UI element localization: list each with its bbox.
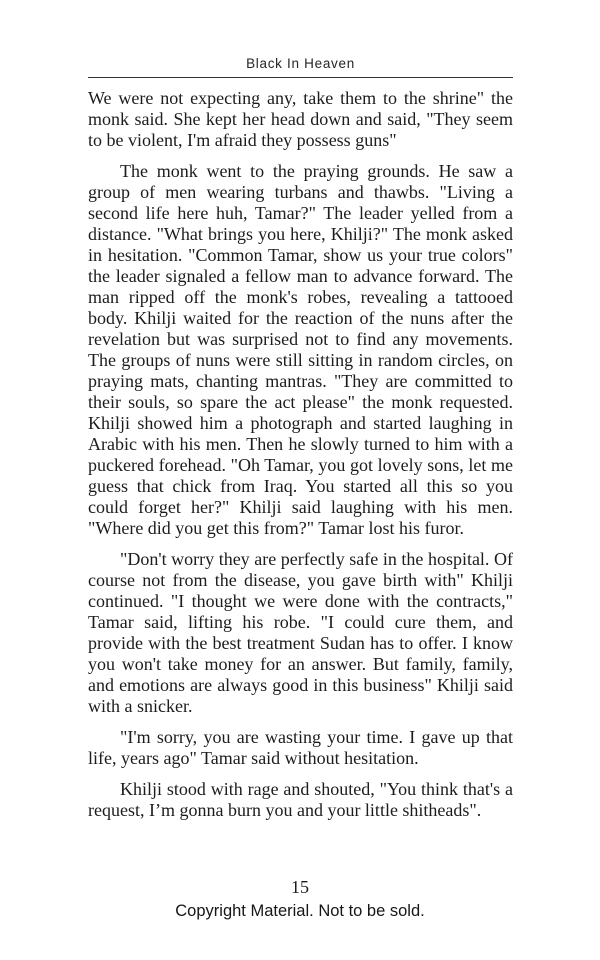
header-rule — [88, 77, 513, 78]
running-title: Black In Heaven — [246, 56, 355, 71]
page-header — [88, 55, 513, 78]
copyright-notice: Copyright Material. Not to be sold. — [175, 902, 425, 920]
paragraph: "I'm sorry, you are wasting your time. I gave up that life, years ago" Tamar said without hesitation. — [88, 727, 513, 768]
paragraph: We were not expecting any, take them to the shrine" the monk said. She kept her head down and said, "They seem to be violent, I'm afraid they possess guns" — [88, 88, 513, 150]
paragraph: The monk went to the praying grounds. He saw a group of men wearing turbans and thawbs. "Living a second life here huh, Tamar?" The leader yelled from a distance. "What brings you here, Khilji?" The monk asked in hesitation. "Common Tamar, show us your true colors" the leader signaled a fellow man to advance forward. The man ripped off the monk's robes, revealing a tattooed body. Khilji waited for the reaction of the nuns after the revelation but was surprised not to find any movements. The groups of nuns were still sitting in random circles, on praying mats, chanting mantras. "They are committed to their souls, so spare the act please" the monk requested. Khilji showed him a photograph and started laughing in Arabic with his men. Then he slowly turned to him with a puckered forehead. "Oh Tamar, you got lovely sons, let me guess that chick from Iraq. You started all this so you could forget her?" Khilji said laughing with his men. "Where did you get this from?" Tamar lost his furor. — [88, 161, 513, 538]
paragraph: "Don't worry they are perfectly safe in the hospital. Of course not from the disease, you gave birth with" Khilji continued. "I thought we were done with the contracts," Tamar said, lifting his robe. "I could cure them, and provide with the best treatment Sudan has to offer. I know you won't take money for an answer. But family, family, and emotions are always good in this business" Khilji said with a snicker. — [88, 549, 513, 716]
paragraph: Khilji stood with rage and shouted, "You think that's a request, I’m gonna burn you and your little shitheads". — [88, 779, 513, 820]
page-number: 15 — [291, 877, 309, 897]
body-text — [88, 88, 513, 831]
